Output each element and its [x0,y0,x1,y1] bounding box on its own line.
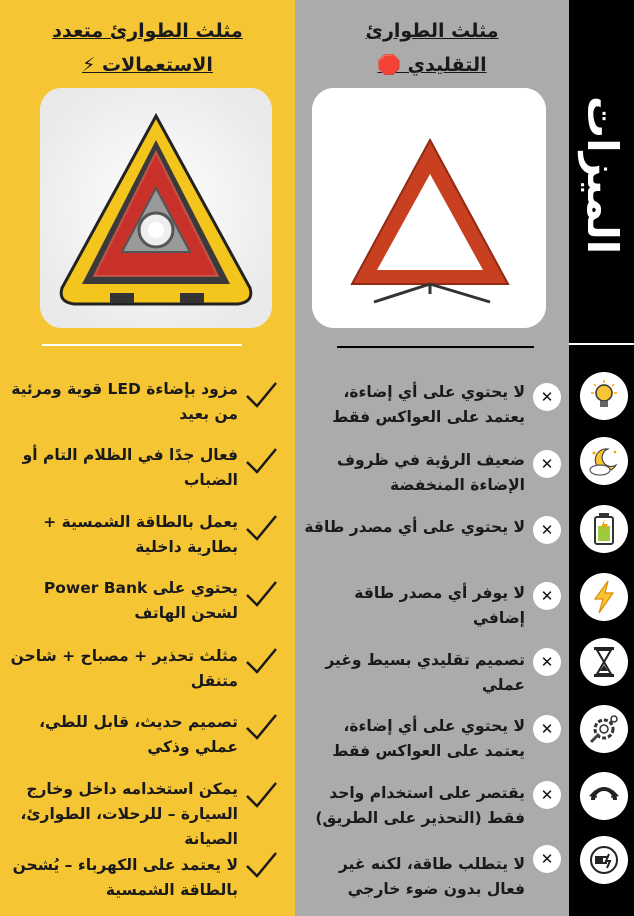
plug-icon [580,836,628,884]
traditional-heading-line1: مثلث الطوارئ [365,20,499,42]
hourglass-icon [580,638,628,686]
traditional-heading-line2: التقليدي 🛑 [377,54,487,76]
gear-pencil-icon [580,705,628,753]
traditional-feature-5: تصميم تقليدي بسيط وغير عملي [325,651,525,694]
x-icon [533,450,561,478]
x-icon [533,781,561,809]
multi-feature-6: تصميم حديث، قابل للطي، عملي وذكي [39,713,238,756]
x-mark: ✕ [540,652,554,671]
check-icon [244,780,278,810]
multi-use-heading [10,14,285,82]
left-divider [42,344,242,346]
multi-feature-3: يعمل بالطاقة الشمسية + بطارية داخلية [43,513,238,556]
check-icon [244,446,278,476]
check-icon [244,513,278,543]
right-divider [337,346,534,348]
traditional-feature-6: لا يحتوي على أي إضاءة، يعتمد على العواكس فقط [332,717,525,760]
moon-cloud-icon [580,437,628,485]
x-icon [533,516,561,544]
x-mark: ✕ [540,785,554,804]
x-mark: ✕ [540,849,554,868]
traditional-feature-2: ضعيف الرؤية في ظروف الإضاءة المنخفضة [336,451,525,494]
x-mark: ✕ [540,586,554,605]
features-title: الميزات [578,95,627,255]
x-icon [533,582,561,610]
check-icon [244,380,278,410]
x-mark: ✕ [540,454,554,473]
traditional-feature-4: لا يوفر أي مصدر طاقة إضافي [354,584,525,627]
multi-feature-4: يحتوي على Power Bank لشحن الهاتف [43,579,238,622]
check-icon [244,712,278,742]
multi-use-heading-line2: الاستعمالات ⚡ [82,54,213,76]
multi-feature-2: فعال جدًا في الظلام التام أو الضباب [22,446,238,489]
features-divider [569,343,634,345]
x-icon [533,648,561,676]
multi-feature-7: يمكن استخدامه داخل وخارج السيارة – للرحلات، الطوارئ، الصيانة [20,780,238,848]
multi-feature-8: لا يعتمد على الكهرباء – يُشحن بالطاقة الشمسية [12,856,238,899]
check-icon [244,646,278,676]
traditional-feature-1: لا يحتوي على أي إضاءة، يعتمد على العواكس فقط [332,383,525,426]
x-mark: ✕ [540,387,554,406]
x-icon [533,715,561,743]
multi-use-heading-line1: مثلث الطوارئ متعدد [52,20,243,42]
multi-feature-5: مثلث تحذير + مصباح + شاحن متنقل [10,647,238,690]
x-mark: ✕ [540,719,554,738]
lightbulb-icon [580,372,628,420]
x-icon [533,383,561,411]
battery-icon [580,505,628,553]
multi-feature-1: مزود بإضاءة LED قوية ومرئية من بعيد [11,380,238,423]
traditional-heading [305,14,559,82]
traditional-feature-8: لا يتطلب طاقة، لكنه غير فعال بدون ضوء خارجي [338,855,525,898]
traditional-feature-7: يقتصر على استخدام واحد فقط (التحذير على الطريق) [315,784,525,827]
rotate-icon [580,772,628,820]
led-triangle-image [40,88,272,328]
x-icon [533,845,561,873]
lightning-icon [580,573,628,621]
traditional-feature-3: لا يحتوي على أي مصدر طاقة [304,518,525,536]
check-icon [244,579,278,609]
reflective-triangle-photo [312,88,546,328]
led-triangle-photo [40,88,272,328]
x-mark: ✕ [540,520,554,539]
check-icon [244,850,278,880]
reflective-triangle-image [312,88,546,328]
